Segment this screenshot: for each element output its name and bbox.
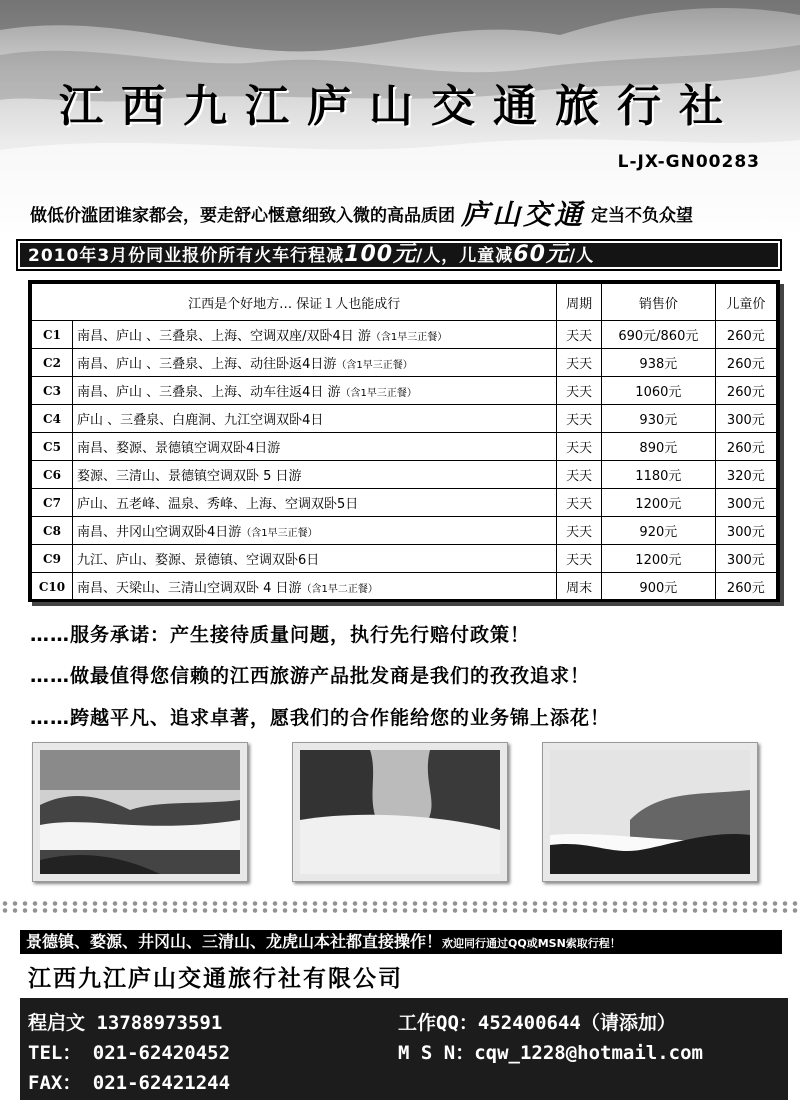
banner-amount-child: 60元 (513, 242, 569, 267)
contact-person: 程启文 13788973591 (28, 1012, 223, 1034)
tour-period: 天天 (557, 405, 602, 433)
tour-period: 天天 (557, 461, 602, 489)
promise-line-1: ……服务承诺：产生接待质量问题，执行先行赔付政策！ (30, 624, 531, 646)
banner-text-1: 2010年3月份同业报价所有火车行程减 (28, 246, 345, 266)
table-row (32, 489, 777, 517)
scenery-photo-2 (292, 742, 508, 882)
agency-title: 江西九江庐山交通旅行社 (59, 81, 741, 132)
scenery-photo-3 (542, 742, 758, 882)
tour-price: 1060元 (602, 377, 716, 405)
tour-price: 1180元 (602, 461, 716, 489)
tour-price: 1200元 (602, 545, 716, 573)
tour-child-price: 320元 (715, 461, 776, 489)
table-body (32, 321, 777, 601)
header-child-price: 儿童价 (715, 284, 776, 321)
destinations-banner (20, 930, 782, 954)
banner-amount-adult: 100元 (344, 242, 417, 267)
tour-route-text: 南昌、庐山 、三叠泉、上海、空调双座/双卧4日 游 (77, 329, 371, 344)
contact-qq: 工作QQ：452400644（请添加） (398, 1012, 676, 1034)
tour-meal-note: （含1早三正餐） (370, 332, 448, 343)
valley-mist-image (300, 750, 500, 874)
tour-child-price: 260元 (715, 377, 776, 405)
tour-child-price: 300元 (715, 489, 776, 517)
tour-route-text: 南昌、庐山 、三叠泉、上海、动车往返4日 游 (77, 385, 341, 400)
contact-panel (20, 998, 788, 1100)
tour-route-text: 南昌、婺源、景德镇空调双卧4日游 (77, 441, 281, 456)
tour-period: 天天 (557, 321, 602, 349)
tour-period: 天天 (557, 489, 602, 517)
brand-name: 庐山交通 (461, 198, 586, 231)
tour-period: 天天 (557, 517, 602, 545)
header-banner (0, 0, 800, 240)
contact-tel: TEL： 021-62420452 (28, 1042, 231, 1064)
tour-route (73, 489, 557, 517)
tour-period: 天天 (557, 545, 602, 573)
tour-route-text: 婺源、三清山、景德镇空调双卧 5 日游 (77, 469, 302, 484)
table-row (32, 349, 777, 377)
banner-text-2: /人，儿童减 (416, 246, 514, 266)
tour-table (31, 283, 777, 601)
tour-route-text: 九江、庐山、婺源、景德镇、空调双卧6日 (77, 553, 320, 568)
tour-period: 天天 (557, 433, 602, 461)
tour-route (73, 461, 557, 489)
tour-route (73, 573, 557, 601)
slogan (30, 193, 693, 233)
tour-code: C5 (32, 433, 73, 461)
tour-route-text: 庐山、五老峰、温泉、秀峰、上海、空调双卧5日 (77, 497, 359, 512)
tour-code: C6 (32, 461, 73, 489)
tour-route (73, 517, 557, 545)
tour-period: 天天 (557, 349, 602, 377)
tour-route-text: 南昌、井冈山空调双卧4日游 (77, 525, 242, 540)
tour-child-price: 260元 (715, 349, 776, 377)
tour-code: C10 (32, 573, 73, 601)
destinations-text: 景德镇、婺源、井冈山、三清山、龙虎山本社都直接操作！ (26, 932, 443, 951)
tour-price-table (28, 280, 780, 602)
price-banner (18, 241, 780, 269)
tour-period: 天天 (557, 377, 602, 405)
license-number: L-JX-GN00283 (617, 152, 760, 172)
tour-period: 周末 (557, 573, 602, 601)
tour-meal-note: （含1早三正餐） (340, 388, 417, 399)
slogan-end: 定当不负众望 (591, 206, 694, 226)
tour-route-text: 南昌、庐山 、三叠泉、上海、动往卧返4日游 (77, 357, 337, 372)
table-row (32, 517, 777, 545)
tour-price: 690元/860元 (602, 321, 716, 349)
promise-line-3: ……跨越平凡、追求卓著，愿我们的合作能给您的业务锦上添花！ (30, 707, 611, 729)
company-name: 江西九江庐山交通旅行社有限公司 (28, 966, 403, 992)
tour-route (73, 405, 557, 433)
table-header-row (32, 284, 777, 321)
tour-child-price: 300元 (715, 545, 776, 573)
tour-route-text: 庐山 、三叠泉、白鹿洞、九江空调双卧4日 (77, 413, 324, 428)
tour-price: 920元 (602, 517, 716, 545)
tour-code: C7 (32, 489, 73, 517)
tour-route (73, 377, 557, 405)
table-row (32, 545, 777, 573)
tour-code: C8 (32, 517, 73, 545)
tour-child-price: 260元 (715, 433, 776, 461)
table-row (32, 321, 777, 349)
header-route: 江西是个好地方… 保证１人也能成行 (32, 284, 557, 321)
tour-code: C1 (32, 321, 73, 349)
tour-code: C2 (32, 349, 73, 377)
tour-price: 900元 (602, 573, 716, 601)
mountain-peak-image (550, 750, 750, 874)
tour-price: 890元 (602, 433, 716, 461)
contact-fax: FAX： 021-62421244 (28, 1072, 231, 1094)
tour-route (73, 433, 557, 461)
promise-line-2: ……做最值得您信赖的江西旅游产品批发商是我们的孜孜追求！ (30, 665, 591, 687)
tour-meal-note: （含1早三正餐） (241, 528, 318, 539)
tour-route-text: 南昌、天梁山、三清山空调双卧 4 日游 (77, 581, 302, 596)
table-row (32, 377, 777, 405)
tour-route (73, 349, 557, 377)
sea-of-clouds-image (40, 750, 240, 874)
table-row (32, 573, 777, 601)
tour-meal-note: （含1早二正餐） (301, 584, 378, 595)
header-period: 周期 (557, 284, 602, 321)
dotted-divider (0, 900, 800, 914)
tour-code: C3 (32, 377, 73, 405)
tour-price: 1200元 (602, 489, 716, 517)
slogan-start: 做低价滥团谁家都会，要走舒心惬意细致入微的高品质团 (30, 206, 455, 226)
table-row (32, 405, 777, 433)
tour-child-price: 300元 (715, 405, 776, 433)
tour-child-price: 300元 (715, 517, 776, 545)
tour-price: 930元 (602, 405, 716, 433)
tour-route (73, 321, 557, 349)
table-row (32, 461, 777, 489)
tour-code: C9 (32, 545, 73, 573)
tour-code: C4 (32, 405, 73, 433)
header-price: 销售价 (602, 284, 716, 321)
contact-msn: M S N：cqw_1228@hotmail.com (398, 1042, 703, 1064)
tour-route (73, 545, 557, 573)
tour-child-price: 260元 (715, 321, 776, 349)
tour-price: 938元 (602, 349, 716, 377)
table-row (32, 433, 777, 461)
banner-text-3: /人 (568, 246, 595, 266)
tour-child-price: 260元 (715, 573, 776, 601)
scenery-photo-1 (32, 742, 248, 882)
destinations-note: 欢迎同行通过QQ或MSN索取行程！ (442, 937, 621, 950)
tour-meal-note: （含1早三正餐） (336, 360, 413, 371)
